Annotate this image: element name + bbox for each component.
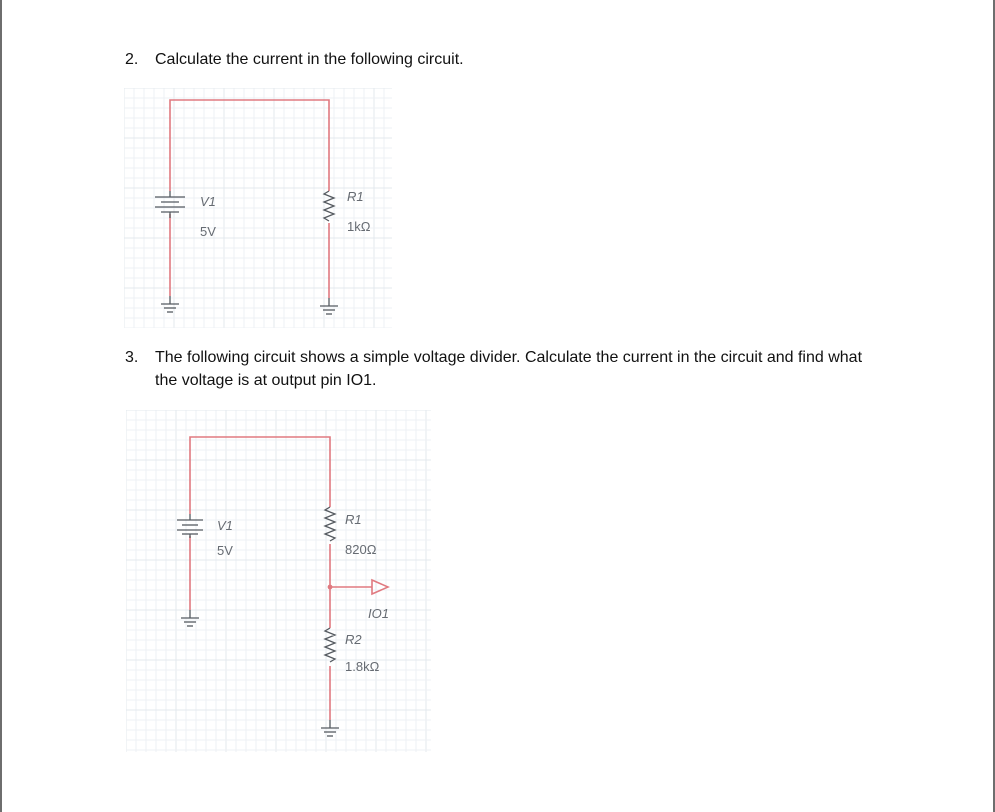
circuit-2-grid — [126, 410, 431, 752]
circuit-1-resistor-value: 1kΩ — [347, 219, 371, 234]
junction-dot — [328, 585, 333, 590]
circuit-2-source-value: 5V — [217, 543, 233, 558]
question-3-number: 3. — [125, 349, 139, 366]
question-2 — [125, 48, 825, 72]
ground-icon — [320, 298, 338, 314]
question-3-text: The following circuit shows a simple voltage divider. Calculate the current in the circuit and find what the voltage is at output pin IO1. — [155, 349, 863, 389]
circuit-2-source-name: V1 — [217, 518, 233, 533]
question-2-text: Calculate the current in the following circuit. — [155, 51, 464, 68]
resistor-icon — [324, 191, 334, 221]
page-left-edge — [0, 0, 2, 812]
circuit-2-resistor2-name: R2 — [345, 632, 362, 647]
circuit-2-wire-top — [190, 437, 330, 514]
circuit-diagram-1 — [124, 88, 392, 328]
circuit-2-resistor1-name: R1 — [345, 512, 362, 527]
battery-icon — [155, 191, 185, 218]
circuit-1-grid — [124, 88, 392, 328]
circuit-1-source-value: 5V — [200, 224, 216, 239]
circuit-1-resistor-name: R1 — [347, 189, 364, 204]
circuit-diagram-2 — [126, 410, 431, 752]
circuit-2-resistor2-value: 1.8kΩ — [345, 659, 380, 674]
circuit-2-output-name: IO1 — [368, 606, 389, 621]
circuit-1-source-name: V1 — [200, 194, 216, 209]
circuit-2-svg — [126, 410, 431, 752]
question-3 — [125, 346, 885, 394]
circuit-1-svg — [124, 88, 392, 328]
question-2-number: 2. — [125, 51, 139, 68]
battery-icon — [177, 514, 203, 538]
circuit-2-resistor1-value: 820Ω — [345, 542, 377, 557]
